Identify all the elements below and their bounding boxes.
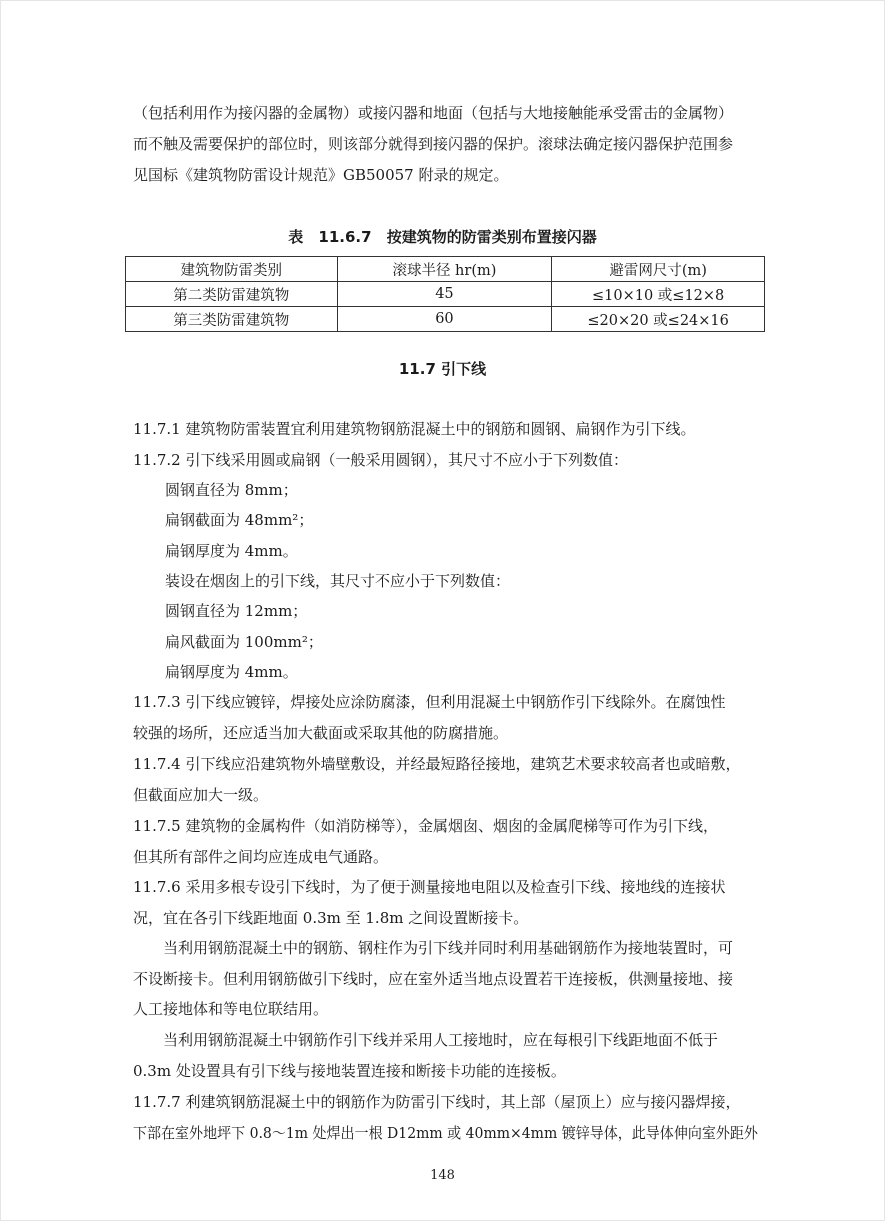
clause-11-7-3-cont: 较强的场所，还应适当加大截面或采取其他的防腐措施。 [133,724,509,742]
table-cell: 第三类防雷建筑物 [126,307,338,332]
text-line: 不设断接卡。但利用钢筋做引下线时，应在室外适当地点设置若干连接板，供测量接地、接 [133,970,734,988]
clause-11-7-7: 11.7.7 利建筑钢筋混凝土中的钢筋作为防雷引下线时，其上部（屋顶上）应与接闪器焊接， [133,1093,741,1111]
list-item: 圆钢直径为 8mm； [165,481,298,499]
column-header: 避雷网尺寸(m) [552,257,765,282]
clause-11-7-3: 11.7.3 引下线应镀锌，焊接处应涂防腐漆，但利用混凝土中钢筋作引下线除外。在腐蚀性 [133,693,726,711]
column-header: 滚球半径 hr(m) [337,257,552,282]
clause-11-7-5: 11.7.5 建筑物的金属构件（如消防梯等），金属烟囱、烟囱的金属爬梯等可作为引下线， [133,817,718,835]
clause-11-7-2: 11.7.2 引下线采用圆或扁钢（一般采用圆钢），其尺寸不应小于下列数值： [133,451,628,469]
clause-11-7-4: 11.7.4 引下线应沿建筑物外墙壁敷设，并经最短路径接地，建筑艺术要求较高者也或暗敷， [133,755,741,773]
clause-11-7-4-cont: 但截面应加大一级。 [133,786,269,804]
list-item: 圆钢直径为 12mm； [165,602,308,620]
text-line: 当利用钢筋混凝土中的钢筋、钢柱作为引下线并同时利用基础钢筋作为接地装置时，可 [133,939,734,957]
text-line: 而不触及需要保护的部位时，则该部分就得到接闪器的保护。滚球法确定接闪器保护范围参 [133,135,734,153]
table-header-row [126,257,765,282]
table-row [126,282,765,307]
clause-11-7-7-cont: 下部在室外地坪下 0.8～1m 处焊出一根 D12mm 或 40mm×4mm 镀锌导体，此导体伸向室外距外 [133,1124,758,1142]
table-title: 表 11.6.7 按建筑物的防雷类别布置接闪器 [288,228,597,246]
column-header: 建筑物防雷类别 [126,257,338,282]
clause-11-7-1: 11.7.1 建筑物防雷装置宜利用建筑物钢筋混凝土中的钢筋和圆钢、扁钢作为引下线。 [133,420,696,438]
list-item: 装设在烟囱上的引下线，其尺寸不应小于下列数值： [165,572,511,590]
text-line: 当利用钢筋混凝土中钢筋作引下线并采用人工接地时，应在每根引下线距地面不低于 [133,1031,719,1049]
clause-11-7-6: 11.7.6 采用多根专设引下线时，为了便于测量接地电阻以及检查引下线、接地线的连接状 [133,878,726,896]
list-item: 扁钢厚度为 4mm。 [165,663,298,681]
table-cell: 45 [337,282,552,307]
list-item: 扁风截面为 100mm²； [165,633,323,651]
lightning-table [125,256,765,332]
page-number: 148 [430,1168,455,1183]
table-row [126,307,765,332]
clause-11-7-6-cont: 况，宜在各引下线距地面 0.3m 至 1.8m 之间设置断接卡。 [133,909,529,927]
list-item: 扁钢截面为 48mm²； [165,511,314,529]
table-cell: ≤20×20 或≤24×16 [552,307,765,332]
table-cell: 60 [337,307,552,332]
table-cell: 第二类防雷建筑物 [126,282,338,307]
text-line: 人工接地体和等电位联结用。 [133,1000,329,1018]
text-line: 0.3m 处设置具有引下线与接地装置连接和断接卡功能的连接板。 [133,1062,566,1080]
section-title: 11.7 引下线 [398,360,487,378]
table-cell: ≤10×10 或≤12×8 [552,282,765,307]
text-line: （包括利用作为接闪器的金属物）或接闪器和地面（包括与大地接触能承受雷击的金属物） [133,104,734,122]
clause-11-7-5-cont: 但其所有部件之间均应连成电气通路。 [133,848,389,866]
text-line: 见国标《建筑物防雷设计规范》GB50057 附录的规定。 [133,166,509,184]
list-item: 扁钢厚度为 4mm。 [165,542,298,560]
